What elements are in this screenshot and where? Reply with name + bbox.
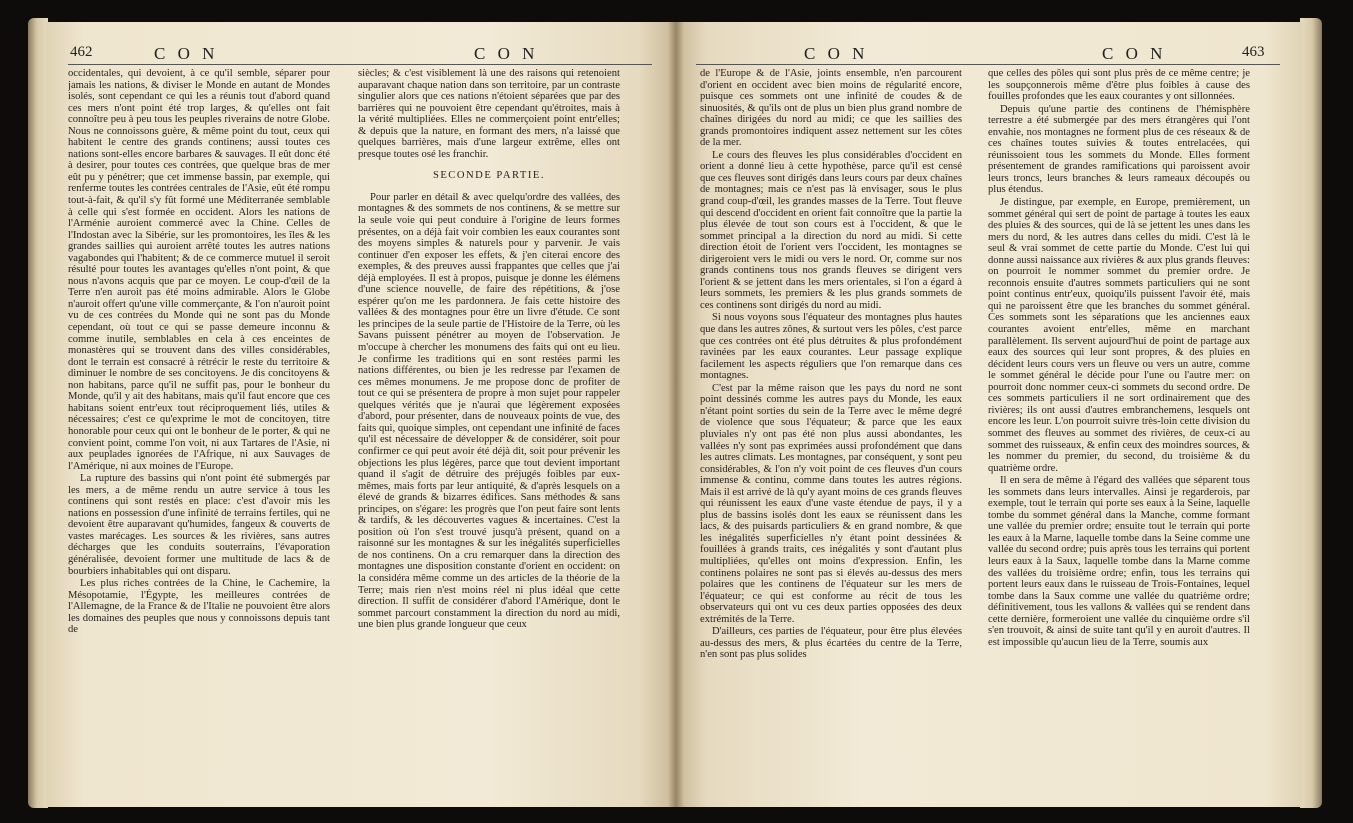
paragraph: D'ailleurs, ces parties de l'équateur, pour être plus élevées au-dessus des mers, & plus écartées du centre de la Terre, n'en sont pas plus solides [700,626,962,661]
paragraph: Les plus riches contrées de la Chine, le Cachemire, la Mésopotamie, l'Égypte, les meilleures contrées de l'Allemagne, de la France & de l'Italie ne pouvoient être alors les domaines des peuples que nous y connoissons depuis tant de [68,578,330,636]
paragraph: Pour parler en détail & avec quelqu'ordre des vallées, des montagnes & des sommets de nos continens, & se mettre sur la seule voie qui peut conduire à l'origine de leurs formes présentes, on a déjà fait voir combien les eaux courantes sont des moyens simples & naturels pour y parvenir. Je vais continuer d'en exposer les effets, & j'en citerai encore des exemples, & des preuves aussi frappantes que celles que j'ai déjà employées. Il est à propos, puisque je donne les élémens d'une science nouvelle, de faire des répétitions, & j'ose espérer qu'on me les pardonnera. Je fais cette histoire des vallées & des montagnes pour être un livre d'étude. Ce sont les principes de la seule partie de l'Histoire de la Terre, où les Savans puissent pénétrer au moyen de l'observation. Je m'occupe à chercher les monumens des faits qui ont eu lieu. Je confirme les traditions qui en sont restées parmi les nations différentes, ou bien je les redresse par l'examen de ces mêmes monumens. Je me propose donc de profiter de tout ce qui se présentera de propre à mon sujet pour rappeler quelques vérités que je n'aurai que légèrement exposées d'abord, pour présenter, dans de nouveaux points de vue, des faits qui, quoique simples, ont cependant une infinité de faces qu'il est nécessaire de développer & de considérer, soit pour confirmer ce qui peut avoir été déjà dit, soit pour prévenir les objections les plus légères, parce que tout devient important quand il s'agit de détruire des préjugés foibles par eux-mêmes, mais forts par leur antiquité, & d'après lesquels on a élevé de grands & bizarres édifices. Sans méthodes & sans principes, on s'égare: les progrès que l'on peut faire sont lents & tardifs, & les découvertes vagues & incertaines. C'est la position où l'on s'est trouvé jusqu'à présent, quand on a raisonné sur les montagnes & sur les inégalités superficielles de nos continens. On a cru remarquer dans la direction des montagnes une disposition constante d'orient en occident: on la considéra même comme un des articles de la théorie de la Terre; mais rien n'est moins réel ni plus idéal que cette direction. Il suffit de considérer d'abord l'Amérique, dont le sommet parcourt constamment la direction du nord au midi, une bien plus grande longueur que ceux [358,191,620,631]
header-rule [696,64,1280,65]
paragraph: occidentales, qui devoient, à ce qu'il semble, séparer pour jamais les nations, & diviser le Monde en autant de Mondes isolés, sont cependant ce qui les a réunis tout d'abord quand ces mers n'ont point été trop larges, & qu'elles ont fait connoître peu à peu tous les peuples riverains de notre Globe. Nous ne connoissons guère, & même point du tout, ceux qui habitent le centre des grands continens; aussi toutes ces nations sont-elles encore barbares & sauvages. Il eût donc été à desirer, pour toutes ces contrées, que quelque bras de mer eût pu y pénétrer; que cet immense bassin, par exemple, qui renferme toutes les contrées centrales de l'Asie, eût été rompu tout-à-fait, & qu'il s'y fût formé une Méditerranée semblable à celle qui s'est formée en occident. Alors les nations de l'Arménie auroient commercé avec la Chine. Celles de l'Indostan avec la Sibérie, sur les promontoires, les îles & les grandes saillies qui auroient arrêté toutes les autres nations vagabondes qui l'habitent; & de ce commerce mutuel il seroit résulté pour toutes les avantages qu'elles n'ont point, & que nous n'avons acquis que par ce moyen. Le coup-d'œil de la Terre n'en auroit pas été moins admirable. Alors le Globe n'auroit offert qu'une ville commerçante, & l'on n'auroit point vu de ces contrées du Monde qui ne sont pas du Monde cependant, où tout ce qui se passe demeure inconnu & comme inutile, semblables en cela à ces enceintes de monastères qui se trouvent dans des villes considérables, dont le terrain est consacré à rétrécir le reste du territoire & diminuer le nombre de ses concitoyens. Je dis concitoyens & non habitans, parce qu'il ne suffit pas, pour le bonheur du Monde, qu'il y ait des habitans, mais qu'il faut encore que ces habitans soient entr'eux tout réciproquement liés, utiles & nécessaires; c'est ce qu'exprime le mot de concitoyen, titre honorable pour ceux qui ont le bonheur de le porter, & qui ne convient point, comme l'on voit, ni aux Tartares de l'Asie, ni aux peuplades ignorées de l'Afrique, ni aux Sauvages de l'Amérique, ni aux moines de l'Europe. [68,68,330,472]
paragraph: C'est par la même raison que les pays du nord ne sont point dessinés comme les autres pays du Monde, les eaux n'étant point sorties du sein de la Terre avec le même degré de violence que sous l'équateur; & parce que les eaux pluviales n'y ont pas été non plus aussi abondantes, les vallées n'y sont pas exprimées aussi profondément que dans les autres climats. Les montagnes, par conséquent, y sont peu considérables, & l'on n'y voit point de ces fleuves d'un cours immense & continu, comme dans toutes les autres régions. Mais il est arrivé de là qu'y ayant moins de ces grands fleuves qui réunissent les eaux d'une vaste étendue de pays, il y a plus de bassins isolés dont les eaux se réunissent dans les lacs, & des puisards particuliers & en grand nombre, & que les inégalités superficielles n'y étant point dessinées & fouillées à grands traits, ces inégalités y sont d'autant plus multipliées, qu'elles ont moins d'expression. Enfin, les continens polaires ne sont pas si élevés au-dessus des mers polaires que les continens de l'équateur sur les mers de l'équateur; ce qui est conforme au récit de tous les observateurs qui ont vu ces deux parties opposées des deux extrémités de la Terre. [700,382,962,625]
text-column-2 [358,68,620,787]
paragraph: Je distingue, par exemple, en Europe, premièrement, un sommet général qui sert de point de partage à toutes les eaux des pluies & des sources, qui de là se jettent les unes dans les mers du nord, & les autres dans celles du midi. C'est là le seul & vrai sommet de cette partie du Monde. C'est lui qui donne aussi naissance aux rivières & aux plus grands fleuves: on pourroit le nommer sommet du premier ordre. Je reconnois ensuite d'autres sommets particuliers qui ne sont point continus entr'eux, quoiqu'ils puissent l'avoir été, mais qui ne paroissent être que les branches du sommet général. Ces sommets sont les séparations que les anciennes eaux courantes avoient entr'elles, même en marchant parallèlement. Ils servent aujourd'hui de point de partage aux eaux des sources qui leur sont propres, & des pluies en décident leurs cours vers un fleuve ou vers un autre, comme le sommet général le décide pour l'une ou l'autre mer: on pourroit donc nommer ceux-ci sommets du second ordre. De ces sommets particuliers il ne sort ordinairement que des rivières; ils ont aussi d'autres embranchemens, lesquels ont encore les leur. L'on pourroit suivre très-loin cette division du sommet des fleuves au sommet des rivières, de ceux-ci au sommet des ruisseaux, & enfin ceux des moindres sources, & les nommer du premier, du second, du troisième & du quatrième ordre. [988,197,1250,474]
paragraph: Le cours des fleuves les plus considérables d'occident en orient a donné lieu à cette hypothèse, parce qu'il est censé que ces fleuves sont dirigés dans leurs cours par deux chaînes de montagnes; mais ce n'est pas là envisager, sous le plus grand coup-d'œil, les grandes masses de la Terre. Tout fleuve qui descend d'occident en orient fait connoître que la partie la plus élevée de tout son cours est à l'occident, & que le sommet principal a la direction du nord au midi. Si cette direction étoit de l'orient vers l'occident, les montagnes se dirigeroient vers le midi ou vers le nord. Or, comme sur nos grands continens tous nos grands fleuves se dirigent vers l'orient & se jettent dans les mers orientales, si l'on a égard à leurs sommets, les premiers & les plus grands sommets de ces continens sont dirigés du nord au midi. [700,149,962,311]
paragraph: La rupture des bassins qui n'ont point été submergés par les mers, a de même rendu un autre service à tous les continens qui sont restés en place: c'est d'avoir mis les nations en possession d'une infinité de terrains fertiles, qui ne devoient être auparavant qu'humides, fangeux & couverts de vastes marécages. Les sources & les rivières, sans autres décharges que les conduits souterrains, l'évaporation généralisée, devoient former une multitude de lacs & de bourbiers inhabitables qui ont disparu. [68,473,330,577]
running-head: C O N [154,44,219,63]
book-left-edge [28,18,48,808]
book-right-edge [1300,18,1322,808]
header-rule [68,64,652,65]
running-head: C O N [1102,44,1167,63]
text-column-2 [988,68,1250,787]
paragraph: siècles; & c'est visiblement là une des raisons qui retenoient auparavant chaque nation dans son territoire, par un contraste singulier alors que ces nations n'étoient séparées que par des barrières qui ne pouvoient être cependant qu'étroites, mais à la vérité multipliées. Elles ne commerçoient point entr'elles; & depuis que la nature, en formant des mers, n'a laissé que quelques barrières, mais d'une largeur extrême, elles ont presque toutes osé les franchir. [358,68,620,160]
right-page [676,22,1302,807]
paragraph: Depuis qu'une partie des continens de l'hémisphère terrestre a été submergée par des mers étrangères qui l'ont envahie, nos montagnes ne forment plus de ces réseaux & de ces chaînes toutes suivies & toutes entrelacées, qui réunissoient tous les sommets du Monde. Elles forment présentement de grandes ramifications qui paroissent avoir leurs troncs, leurs branches & leurs rameaux découpés ou plus étendus. [988,103,1250,196]
text-column-1 [68,68,330,787]
left-page [46,22,676,807]
running-head: C O N [474,44,539,63]
section-heading: SECONDE PARTIE. [432,170,546,182]
paragraph: Il en sera de même à l'égard des vallées que séparent tous les sommets dans leurs intervalles. Ainsi je regarderois, par exemple, tout le terrain qui porte ses eaux à la Seine, laquelle tombe du sommet général dans la Manche, comme formant une vallée du premier ordre; ensuite tout le terrain qui porte les eaux à la Marne, laquelle tombe dans la Seine comme une vallée du second ordre; puis après tous les terrains qui portent leurs eaux à la Saux, laquelle tombe dans la Marne comme des vallées du troisième ordre; enfin, tous les terrains qui portent leurs eaux dans le ruisseau de Trois-Fontaines, lequel tombe dans la Saux comme une vallée du quatrième ordre; définitivement, tous les vallons & vallées qui se rendent dans cette dernière, formeroient une vallée du cinquième ordre s'il s'en trouvoit, & ainsi de suite tant qu'il y en auroit d'autres. Il est impossible qu'aucun lieu de la Terre, soumis aux [988,475,1250,648]
paragraph: que celles des pôles qui sont plus près de ce même centre; je les soupçonnerois même d'être plus foibles à cause des fouilles profondes que les eaux courantes y ont sillonnées. [988,68,1250,103]
paragraph: de l'Europe & de l'Asie, joints ensemble, n'en parcourent d'orient en occident avec bien moins de régularité encore, puisque ces sommets ont une infinité de coudes & de sinuosités, & qu'ils ont de plus un bien plus grand nombre de chaînes dirigées du nord au midi; ce que les saillies des grands promontoires indiquent assez nettement sur les côtes de la mer. [700,68,962,149]
paragraph: Si nous voyons sous l'équateur des montagnes plus hautes que dans les autres zônes, & surtout vers les pôles, c'est parce que ces contrées ont été plus détruites & plus profondément ravinées par les eaux courantes. Leur passage explique facilement les aspects réguliers que l'on remarque dans ces montagnes. [700,312,962,382]
page-number: 463 [1242,44,1265,60]
book-gutter [668,22,684,807]
running-head: C O N [804,44,869,63]
text-column-1 [700,68,962,787]
page-number: 462 [70,44,93,60]
